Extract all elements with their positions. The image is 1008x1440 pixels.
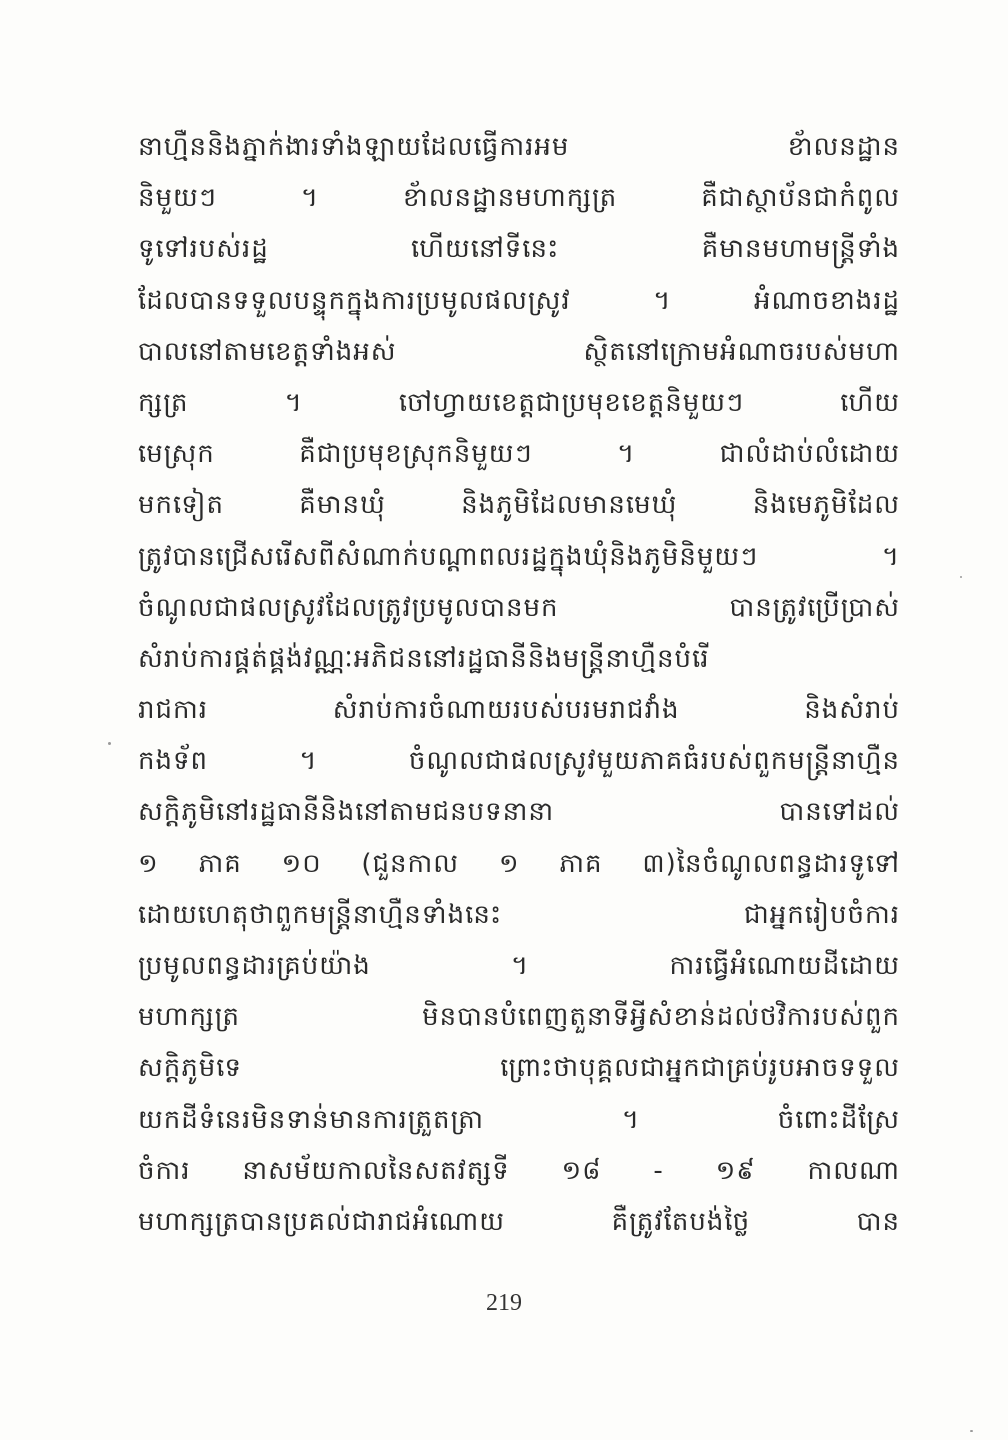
- text-line: មហាក្សត្រ មិនបានបំពេញតួនាទីអ្វីសំខាន់ដល់ថវិការបស់ពួក: [138, 1002, 900, 1033]
- scan-speck: [108, 742, 111, 745]
- text-line: ដោយហេតុថាពួកមន្ត្រីនាហ្មឺនទាំងនេះ ជាអ្នករៀបចំការ: [138, 899, 900, 930]
- text-line: ក្សត្រ ។ ចៅហ្វាយខេត្តជាប្រមុខខេត្តនិមួយៗ ហើយ: [138, 387, 900, 418]
- text-line: ទូទៅរបស់រដ្ឋ ហើយនៅទីនេះ គឺមានមហាមន្ត្រីទាំង: [138, 234, 900, 265]
- text-line: ត្រូវបានជ្រើសរើសពីសំណាក់បណ្តាពលរដ្ឋក្នុងឃុំនិងភូមិនិមួយៗ ។: [138, 541, 900, 572]
- scan-speck: [960, 576, 962, 578]
- text-line: ១ ភាគ ១០ (ជួនកាល ១ ភាគ ៣)នៃចំណូលពន្ធដារទូទៅ: [138, 848, 900, 879]
- text-line: ចំការ នាសម័យកាលនៃសតវត្សទី ១៨ - ១៩ កាលណា: [138, 1155, 900, 1186]
- text-line: សក្តិភូមិនៅរដ្ឋធានីនិងនៅតាមជនបទនានា បានទៅដល់: [138, 797, 900, 828]
- body-text: [138, 122, 900, 1248]
- text-line: នាហ្មឺននិងភ្នាក់ងារទាំងឡាយដែលធ្វើការអម ខ័ាលនដ្ឋាន: [138, 132, 900, 162]
- text-line: កងទ័ព ។ ចំណូលជាផលស្រូវមួយភាគធំរបស់ពួកមន្ត្រីនាហ្មឺន: [138, 746, 900, 777]
- text-line: មកទៀត គឺមានឃុំ និងភូមិដែលមានមេឃុំ និងមេភូមិដែល: [138, 490, 900, 521]
- text-line: និមួយៗ ។ ខ័ាលនដ្ឋានមហាក្សត្រ គឺជាស្ថាប័នជាកំពូល: [138, 183, 900, 214]
- text-line: ចំណូលជាផលស្រូវដែលត្រូវប្រមូលបានមក បានត្រូវប្រើប្រាស់: [138, 592, 900, 623]
- text-line: សក្តិភូមិទេ ព្រោះថាបុគ្គលជាអ្នកជាគ្រប់រូបអាចទទួល: [138, 1053, 900, 1084]
- text-line: មេស្រុក គឺជាប្រមុខស្រុកនិមួយៗ ។ ជាលំដាប់លំដោយ: [138, 439, 900, 470]
- text-line: មហាក្សត្របានប្រគល់ជារាជអំណោយ គឺត្រូវតែបង់ថ្លៃ បាន: [138, 1206, 900, 1237]
- text-line: សំរាប់ការផ្គត់ផ្គង់វណ្ណៈអភិជននៅរដ្ឋធានីនិងមន្ត្រីនាហ្មឺនបំរើ: [138, 643, 710, 674]
- text-line: ប្រមូលពន្ធដារគ្រប់យ៉ាង ។ ការធ្វើអំណោយដីដោយ: [138, 951, 900, 981]
- scan-speck: [970, 1430, 973, 1432]
- text-line: រាជការ សំរាប់ការចំណាយរបស់បរមរាជវាំង និងសំរាប់: [138, 695, 900, 726]
- page-number: 219: [486, 1290, 522, 1316]
- text-line: យកដីទំនេរមិនទាន់មានការត្រួតត្រា ។ ចំពោះដីស្រែ: [138, 1104, 900, 1135]
- text-line: ដែលបានទទួលបន្ទុកក្នុងការប្រមូលផលស្រូវ ។ អំណាចខាងរដ្ឋ: [138, 285, 900, 316]
- text-line: បាលនៅតាមខេត្តទាំងអស់ ស្ថិតនៅក្រោមអំណាចរបស់មហា: [138, 336, 900, 367]
